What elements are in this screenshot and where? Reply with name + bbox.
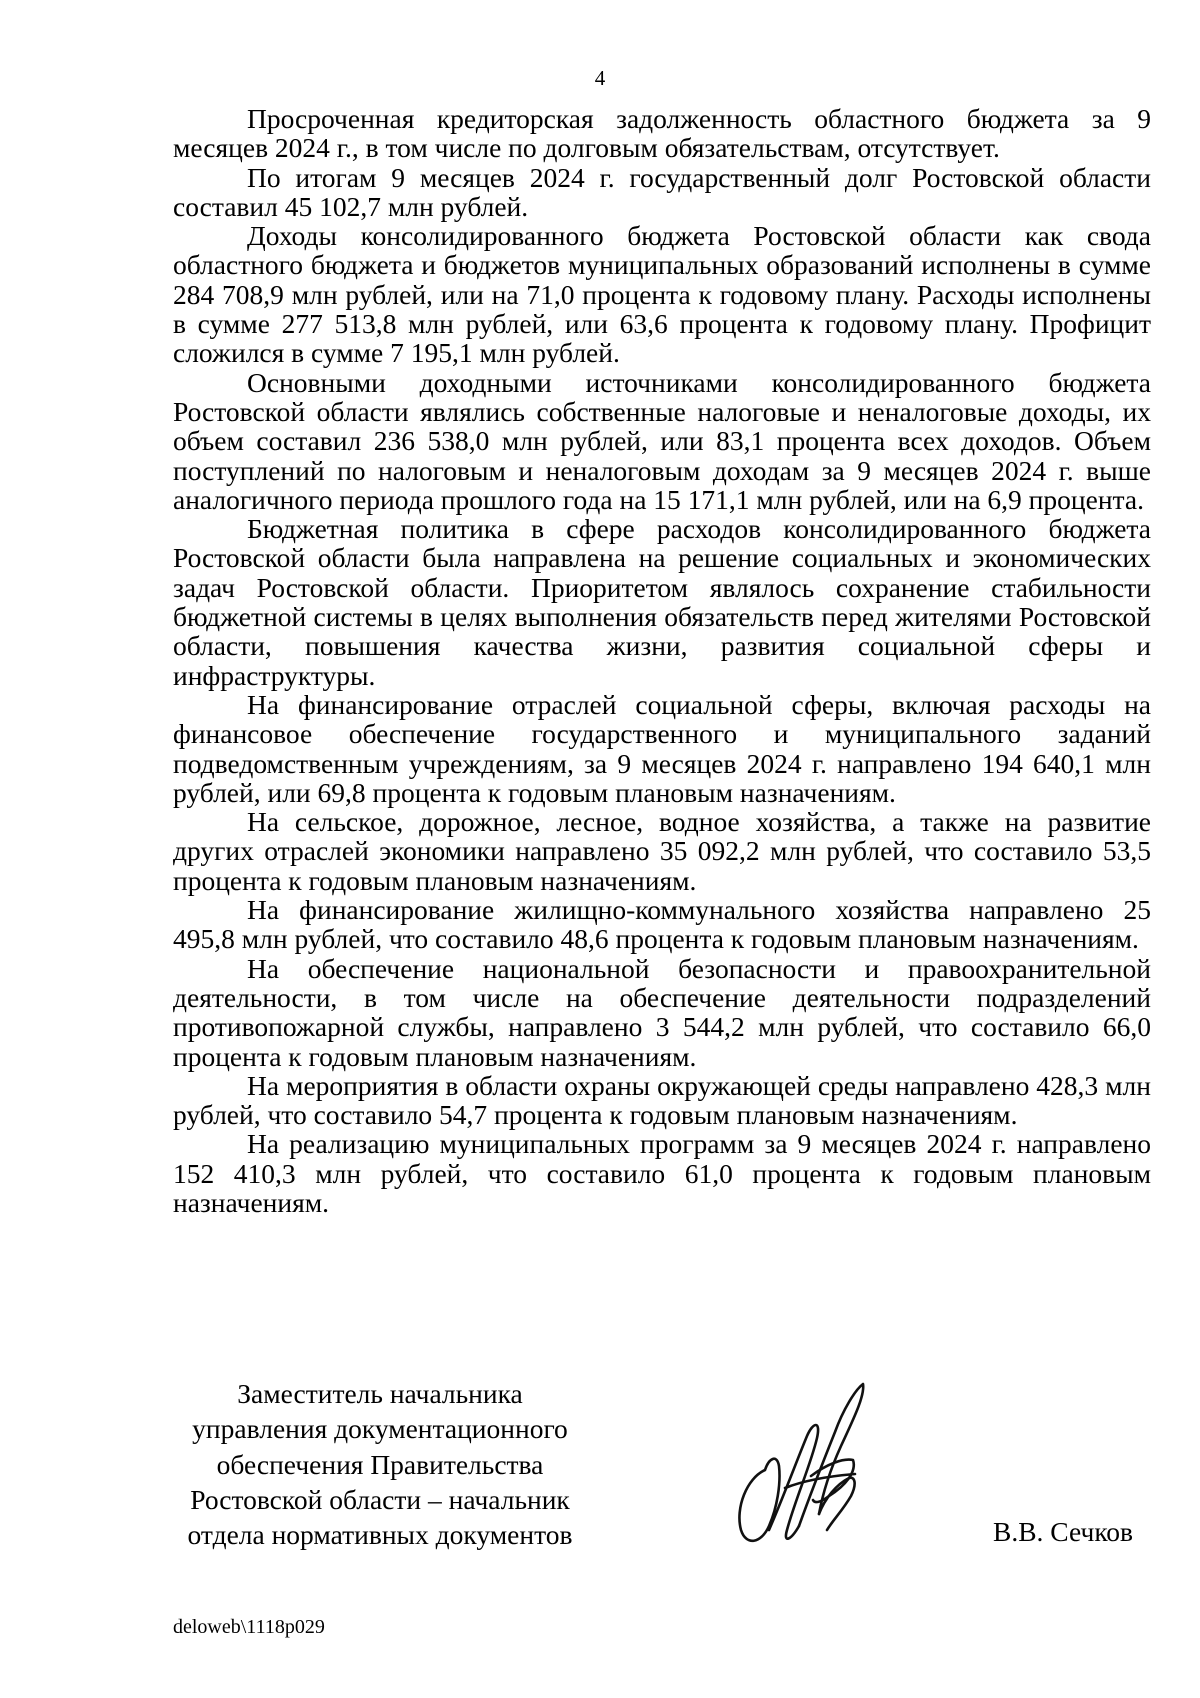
handwritten-signature bbox=[725, 1380, 885, 1570]
paragraph: Бюджетная политика в сфере расходов консолидированного бюджета Ростовской области была направлена на решение социальных и экономических задач Ростовской области. Приоритетом являлось сохранение стабильности бюджетной системы в целях выполнения обязательств перед жителями Ростовской области, повышения качества жизни, развития социальной сферы и инфраструктуры. bbox=[173, 513, 1151, 691]
paragraph: Доходы консолидированного бюджета Ростовской области как свода областного бюджета и бюджетов муниципальных образований исполнены в сумме 284 708,9 млн рублей, или на 71,0 процента к годовому плану. Расходы исполнены в сумме 277 513,8 млн рублей, или 63,6 процента к годовому плану. Профицит сложился в сумме 7 195,1 млн рублей. bbox=[173, 220, 1151, 369]
signer-position-line: обеспечения Правительства bbox=[216, 1448, 544, 1480]
signer-name: В.В. Сечков bbox=[993, 1516, 1134, 1547]
paragraph: На сельское, дорожное, лесное, водное хозяйства, а также на развитие других отраслей экономики направлено 35 092,2 млн рублей, что составило 53,5 процента к годовым плановым назначениям. bbox=[173, 806, 1151, 896]
document-body bbox=[173, 104, 1151, 1217]
paragraph: На мероприятия в области охраны окружающей среды направлено 428,3 млн рублей, что составило 54,7 процента к годовым плановым назначениям. bbox=[173, 1069, 1151, 1131]
page-number: 4 bbox=[594, 66, 606, 90]
paragraph: На финансирование отраслей социальной сферы, включая расходы на финансовое обеспечение государственного и муниципального заданий подведомственным учреждениям, за 9 месяцев 2024 г. направлено 194 640,1 млн рублей, или 69,8 процента к годовым плановым назначениям. bbox=[173, 688, 1151, 808]
paragraph: Основными доходными источниками консолидированного бюджета Ростовской области являлись собственные налоговые и неналоговые доходы, их объем составил 236 538,0 млн рублей, или 83,1 процента всех доходов. Объем поступлений по налоговым и неналоговым доходам за 9 месяцев 2024 г. выше аналогичного периода прошлого года на 15 171,1 млн рублей, или на 6,9 процента. bbox=[173, 366, 1151, 515]
paragraph: На обеспечение национальной безопасности и правоохранительной деятельности, в том числе на обеспечение деятельности подразделений противопожарной службы, направлено 3 544,2 млн рублей, что составило 66,0 процента к годовым плановым назначениям. bbox=[173, 952, 1151, 1072]
signer-position-line: Заместитель начальника bbox=[237, 1378, 523, 1409]
signer-position-line: Ростовской области – начальник bbox=[190, 1483, 570, 1515]
paragraph: Просроченная кредиторская задолженность областного бюджета за 9 месяцев 2024 г., в том числе по долговым обязательствам, отсутствует. bbox=[173, 103, 1151, 164]
signer-position-line: управления документационного bbox=[192, 1413, 568, 1445]
paragraph: По итогам 9 месяцев 2024 г. государственный долг Ростовской области составил 45 102,7 млн рублей. bbox=[173, 161, 1151, 222]
document-code: deloweb\1118p029 bbox=[173, 1616, 325, 1638]
signer-position-line: отдела нормативных документов bbox=[187, 1519, 573, 1551]
paragraph: На реализацию муниципальных программ за 9 месяцев 2024 г. направлено 152 410,3 млн рублей, что составило 61,0 процента к годовым плановым назначениям. bbox=[173, 1128, 1151, 1218]
signer-position bbox=[160, 1376, 600, 1552]
paragraph: На финансирование жилищно-коммунального хозяйства направлено 25 495,8 млн рублей, что составило 48,6 процента к годовым плановым назначениям. bbox=[173, 894, 1151, 955]
